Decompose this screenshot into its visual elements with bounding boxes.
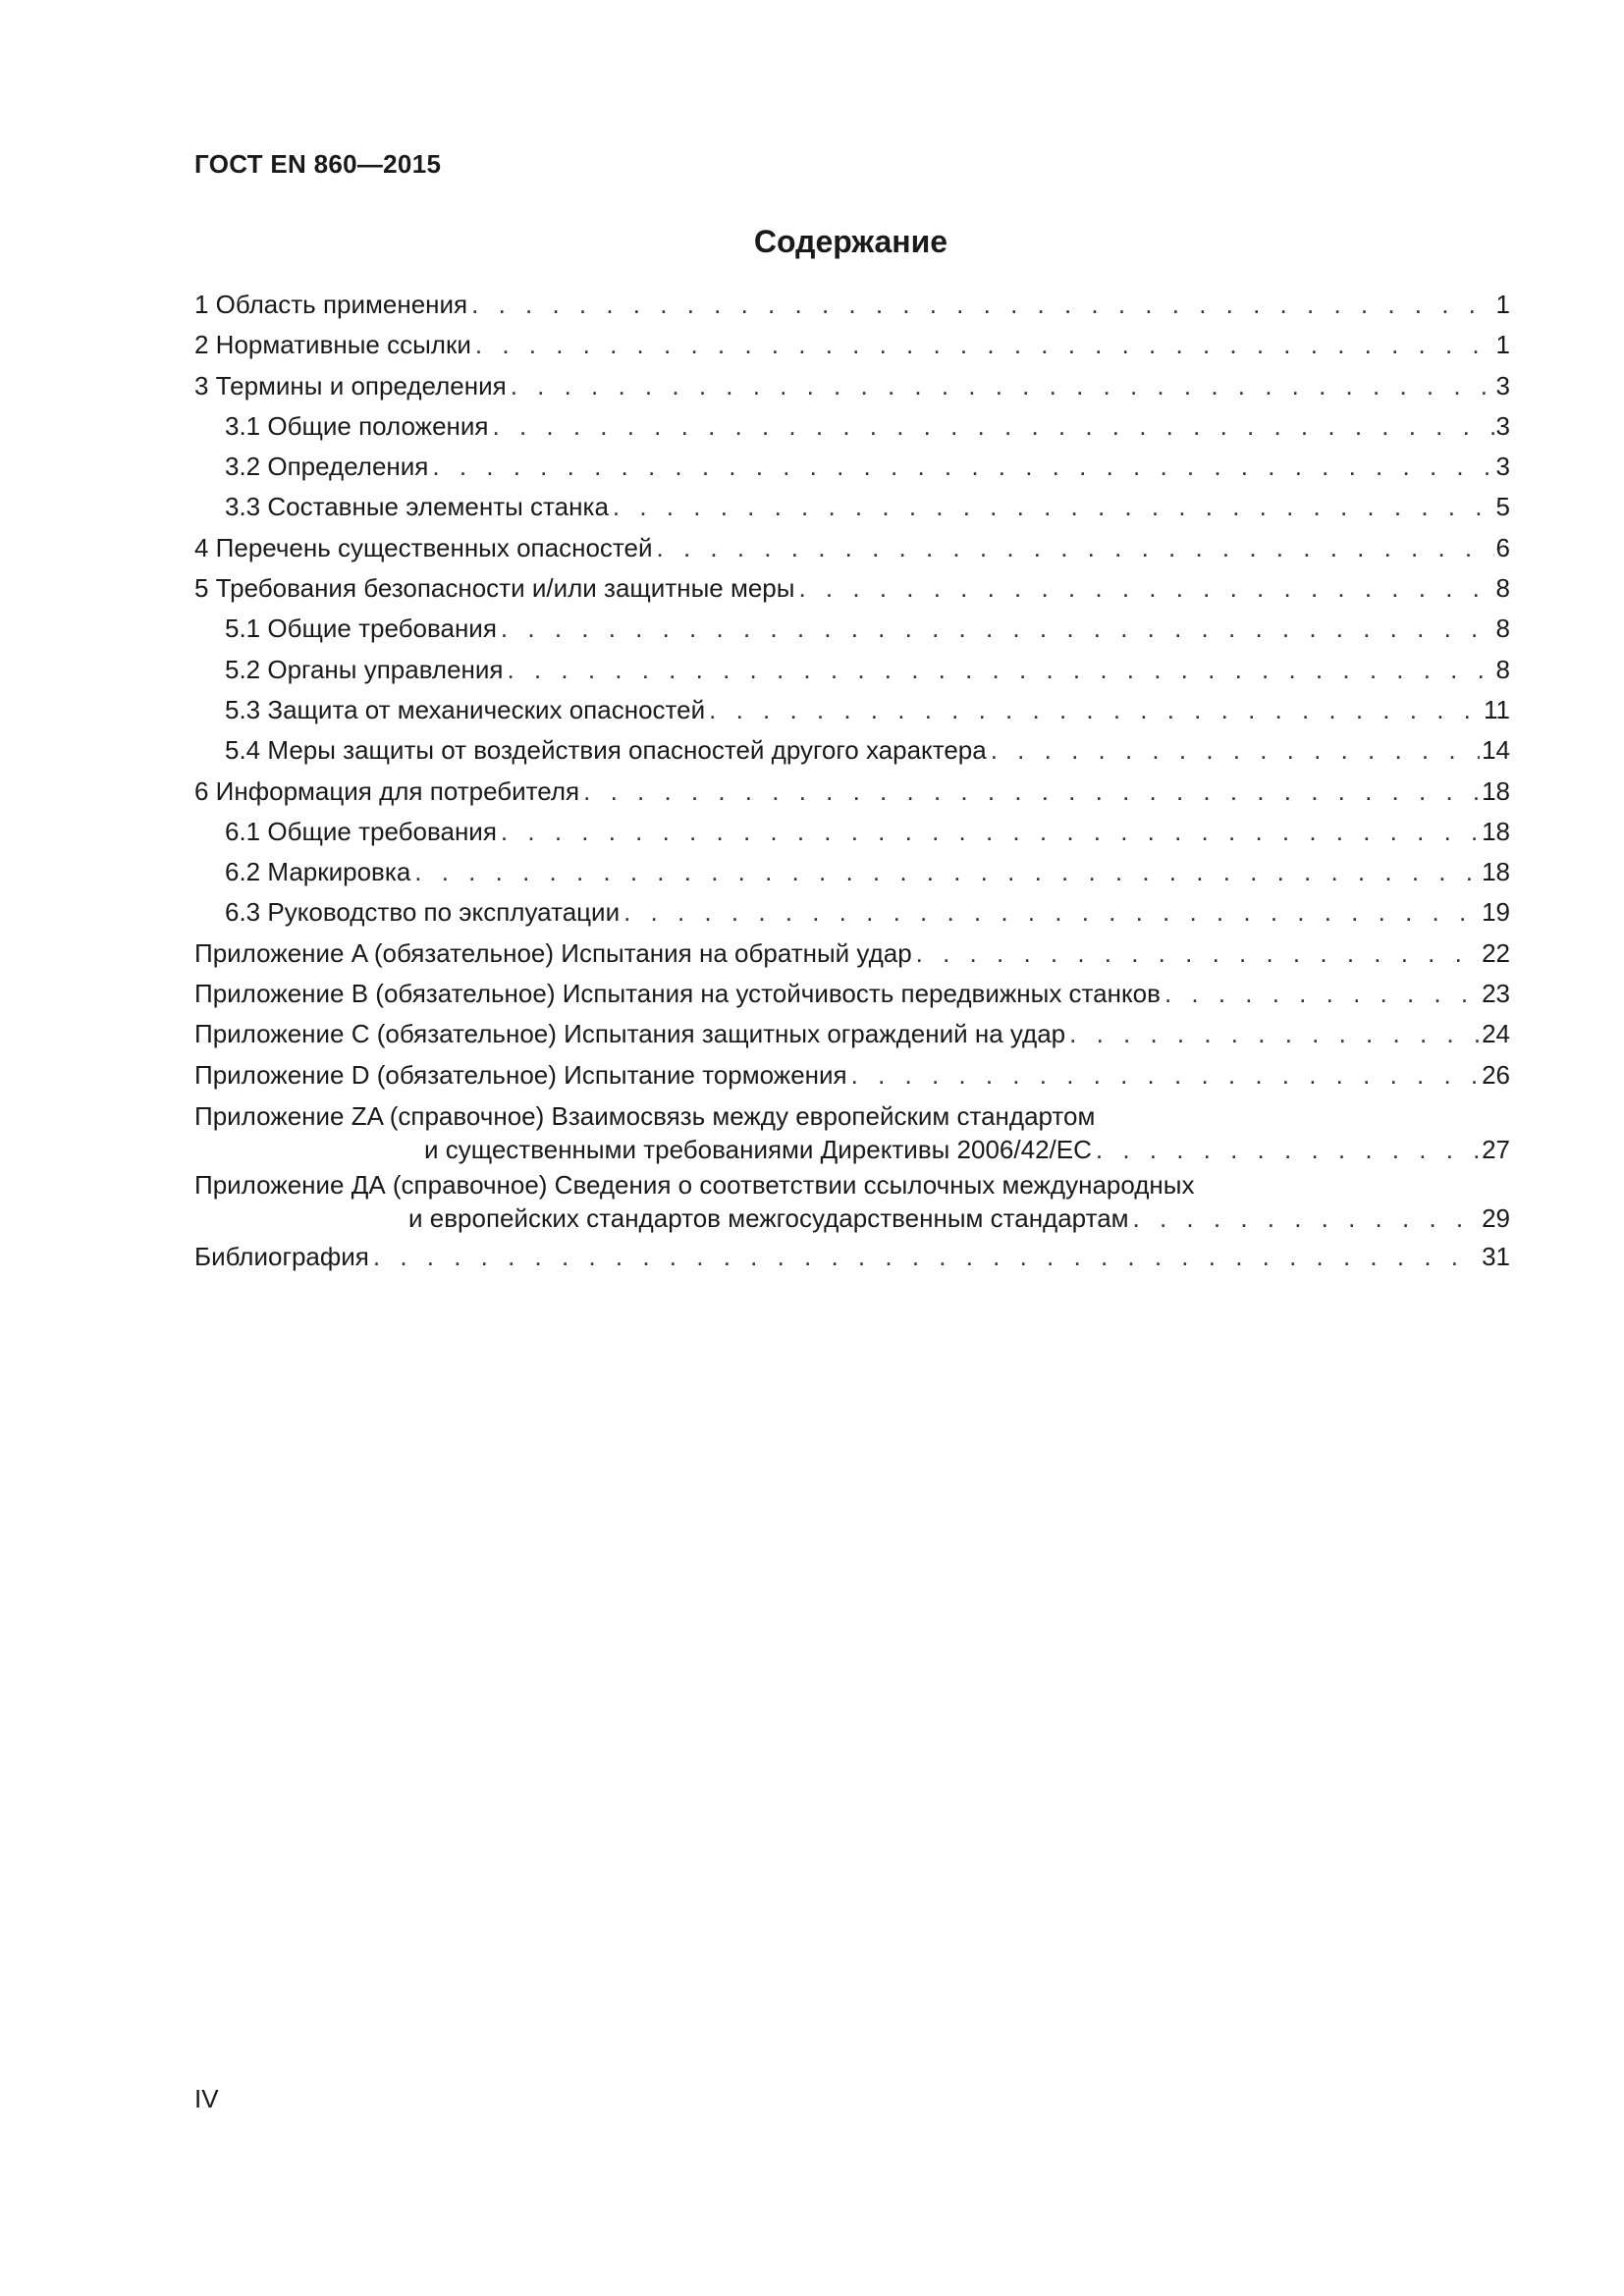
dot-leader	[508, 650, 1494, 690]
dot-leader	[583, 772, 1480, 812]
toc-subentry[interactable]	[194, 812, 1510, 852]
dot-leader	[851, 1055, 1480, 1095]
toc-entry[interactable]	[194, 934, 1510, 974]
dot-leader	[471, 285, 1493, 325]
dot-leader	[613, 487, 1494, 527]
toc-entry[interactable]	[194, 366, 1510, 406]
dot-leader	[709, 690, 1482, 730]
toc-entry-text: Приложение B (обязательное) Испытания на устойчивость передвижных станков	[194, 979, 1161, 1009]
dot-leader	[1096, 1133, 1480, 1166]
toc-entry-text: Приложение C (обязательное) Испытания защитных ограждений на удар	[194, 1019, 1066, 1049]
toc-entry[interactable]	[194, 974, 1510, 1014]
dot-leader	[501, 609, 1494, 649]
dot-leader	[623, 892, 1480, 933]
dot-leader	[432, 447, 1493, 487]
toc-subentry[interactable]	[194, 447, 1510, 487]
toc-entry-text: 6.2 Маркировка	[225, 857, 411, 887]
toc-entry-text: 5.2 Органы управления	[225, 654, 504, 684]
toc-entry-page: 14	[1482, 735, 1510, 766]
toc-subentry[interactable]	[194, 487, 1510, 527]
dot-leader	[373, 1237, 1480, 1277]
toc-entry-page: 1	[1495, 290, 1510, 319]
toc-entry-page: 3	[1495, 370, 1510, 400]
toc-entry-page: 24	[1482, 1019, 1510, 1049]
toc-entry-text: 2 Нормативные ссылки	[194, 330, 471, 360]
toc-entry-text-line1: Приложение ZA (справочное) Взаимосвязь между европейским стандартом	[194, 1100, 1096, 1131]
toc-subentry[interactable]	[194, 730, 1510, 771]
toc-entry-page: 18	[1482, 857, 1510, 887]
toc-entry[interactable]	[194, 1055, 1510, 1095]
toc-entry-page: 26	[1482, 1059, 1510, 1090]
toc-entry-text: 6.3 Руководство по эксплуатации	[225, 897, 621, 928]
toc-entry-page: 1	[1495, 330, 1510, 360]
dot-leader	[414, 852, 1480, 892]
toc-entry-text: 3 Термины и определения	[194, 370, 507, 400]
toc-entry-page: 23	[1482, 979, 1510, 1009]
toc-entry-page: 19	[1482, 897, 1510, 928]
toc-entry-multiline[interactable]	[194, 1168, 1510, 1235]
toc-entry-page: 8	[1495, 573, 1510, 604]
toc-subentry[interactable]	[194, 609, 1510, 649]
table-of-contents	[194, 285, 1510, 1277]
dot-leader	[501, 812, 1480, 852]
dot-leader	[475, 325, 1494, 365]
toc-entry-text: 6 Информация для потребителя	[194, 775, 580, 806]
toc-entry[interactable]	[194, 568, 1510, 609]
toc-entry-page: 3	[1495, 452, 1510, 482]
dot-leader	[1069, 1014, 1480, 1054]
page-title: Содержание	[753, 224, 948, 259]
document-code: ГОСТ EN 860—2015	[194, 149, 442, 179]
toc-entry-page: 22	[1482, 937, 1510, 968]
toc-entry-text: 3.3 Составные элементы станка	[225, 492, 609, 522]
toc-subentry[interactable]	[194, 892, 1510, 933]
toc-entry-page: 27	[1482, 1134, 1510, 1164]
toc-entry[interactable]	[194, 772, 1510, 812]
page-number: IV	[194, 2084, 219, 2113]
toc-entry-page: 8	[1495, 614, 1510, 644]
toc-entry-page: 18	[1482, 775, 1510, 806]
toc-entry-text: 3.2 Определения	[225, 452, 429, 482]
toc-entry-page: 29	[1482, 1202, 1510, 1233]
toc-entry[interactable]	[194, 285, 1510, 325]
toc-subentry[interactable]	[194, 650, 1510, 690]
dot-leader	[511, 366, 1494, 406]
toc-entry-text: Приложение D (обязательное) Испытание торможения	[194, 1059, 847, 1090]
toc-entry[interactable]	[194, 1014, 1510, 1054]
toc-entry-text: 5.1 Общие требования	[225, 614, 497, 644]
dot-leader	[493, 406, 1494, 447]
toc-entry[interactable]	[194, 1237, 1510, 1277]
toc-entry-page: 18	[1482, 816, 1510, 846]
toc-entry-text: 6.1 Общие требования	[225, 816, 497, 846]
toc-subentry[interactable]	[194, 852, 1510, 892]
toc-entry-page: 6	[1495, 532, 1510, 562]
toc-subentry[interactable]	[194, 406, 1510, 447]
toc-entry-page: 11	[1484, 694, 1510, 724]
toc-entry[interactable]	[194, 325, 1510, 365]
dot-leader	[798, 568, 1493, 609]
toc-entry-text: 5.3 Защита от механических опасностей	[225, 694, 706, 724]
toc-entry-text-line2: и существенными требованиями Директивы 2006/42/ЕС	[424, 1134, 1092, 1164]
toc-entry-text: 4 Перечень существенных опасностей	[194, 532, 653, 562]
toc-entry-multiline[interactable]	[194, 1099, 1510, 1166]
toc-entry-page: 8	[1495, 654, 1510, 684]
toc-entry-text: Приложение A (обязательное) Испытания на обратный удар	[194, 937, 912, 968]
toc-entry-text-line1: Приложение ДА (справочное) Сведения о соответствии ссылочных международных	[194, 1169, 1195, 1200]
toc-entry-page: 3	[1495, 410, 1510, 441]
toc-subentry[interactable]	[194, 690, 1510, 730]
toc-entry-page: 5	[1495, 492, 1510, 522]
dot-leader	[657, 528, 1494, 568]
dot-leader	[1133, 1201, 1481, 1235]
toc-entry[interactable]	[194, 528, 1510, 568]
toc-entry-text: Библиография	[194, 1241, 369, 1271]
toc-entry-text-line2: и европейских стандартов межгосударственным стандартам	[408, 1202, 1129, 1233]
toc-entry-text: 3.1 Общие положения	[225, 410, 489, 441]
toc-entry-text: 5.4 Меры защиты от воздействия опасностей другого характера	[225, 735, 987, 766]
dot-leader	[1164, 974, 1480, 1014]
toc-entry-text: 5 Требования безопасности и/или защитные меры	[194, 573, 795, 604]
toc-entry-page: 31	[1482, 1241, 1510, 1271]
dot-leader	[991, 730, 1480, 771]
dot-leader	[916, 934, 1480, 974]
toc-entry-text: 1 Область применения	[194, 290, 468, 319]
